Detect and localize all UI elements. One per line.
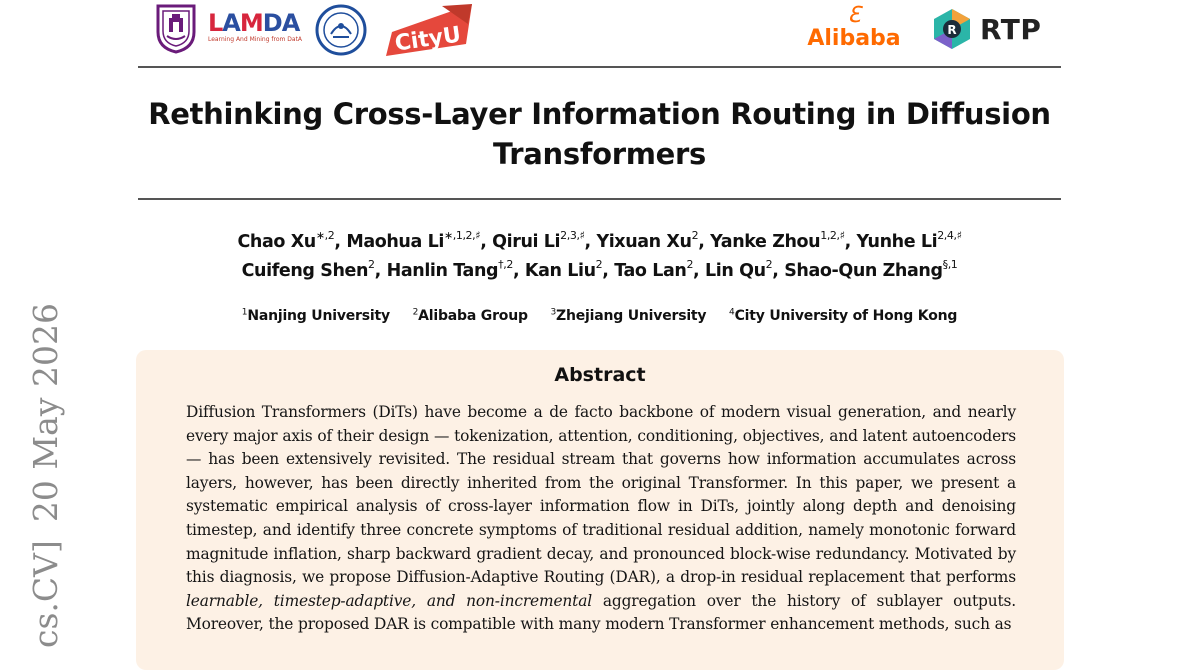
cityu-logo (382, 2, 478, 58)
header-rule-top (138, 66, 1061, 68)
author-line-1: Chao $Xu^{∗,2}$, Maohua $Li^{∗,1,2,♯}$, Qirui $Li^{2,3,♯}$, Yixuan Xu$^2$, Yanke Zhou$^{1,2,♯}$, Yunhe $Li^{2,4,♯}$ (237, 229, 962, 252)
abstract-text: Diffusion Transformers (DiTs) have become a de facto backbone of modern visual generation, and nearly every major axis of their design — tokenization, attention, conditioning, objectives, and latent autoencoders — has been extensively revisited. The residual stream that governs how information accumulates across layers, however, has been directly inherited from the original Transformer. In this paper, we present a systematic empirical analysis of cross-layer information flow in DiTs, jointly along depth and denoising timestep, and identify three concrete symptoms of traditional residual addition, namely monotonic forward magnitude inflation, sharp backward gradient decay, and pronounced block-wise redundancy. Motivated by this diagnosis, we propose Diffusion-Adaptive Routing (DAR), a drop-in residual replacement that performs learnable, timestep-adaptive, and non-incremental aggregation over the history of sublayer outputs. Moreover, the proposed DAR is compatible with many modern Transformer enhancement methods, such as (186, 403, 1016, 634)
author: Maohua $Li^{∗,1,2,♯}$ (346, 229, 481, 252)
affiliation-list (138, 300, 1061, 328)
abstract-emphasis: learnable, timestep-adaptive, and non-incremental (186, 591, 593, 610)
alibaba-emblem-icon: ℇ (847, 3, 861, 28)
svg-text:CityU: CityU (393, 22, 463, 57)
svg-text:R: R (947, 23, 957, 37)
author: Yixuan Xu$^2$ (596, 229, 699, 252)
author: Yanke Zhou$^{1,2,♯}$ (710, 229, 845, 252)
title-line-1: Rethinking Cross-Layer Information Routing in Diffusion (148, 97, 1051, 131)
author-line-2: Cuifeng Shen$^2$, Hanlin Tang$^{\dagger,2}$, Kan Liu$^2$, Tao Lan$^2$, Lin Qu$^2$, Shao-Qun Zhang$^{\S,1}$ (241, 258, 958, 281)
lamda-logo (208, 10, 308, 50)
paper-title (138, 94, 1061, 174)
author: Tao Lan$^2$ (614, 258, 694, 281)
author: Cuifeng Shen$^2$ (241, 258, 375, 281)
nanjing-university-seal (154, 2, 198, 54)
author: Shao-Qun Zhang$^{\S,1}$ (784, 258, 958, 281)
logo-strip (150, 0, 1060, 60)
rtp-emblem-icon (930, 7, 974, 51)
affiliation: $^4$City University of Hong Kong (729, 307, 958, 324)
title-line-2: Transformers (492, 137, 707, 171)
alibaba-wordmark: Alibaba (807, 26, 901, 51)
lamda-tagline: Learning And Mining from DatA (208, 36, 303, 43)
abstract-heading: Abstract (554, 364, 646, 386)
rtp-logo (930, 6, 1060, 52)
affiliation: $^2$Alibaba Group (412, 307, 528, 324)
affiliation: $^3$Zhejiang University (550, 307, 707, 324)
header-rule-bottom (138, 198, 1061, 200)
affiliation: $^1$Nanjing University (241, 307, 390, 324)
author: Hanlin Tang$^{\dagger,2}$ (386, 258, 513, 281)
author: Kan Liu$^2$ (524, 258, 603, 281)
alibaba-logo (795, 3, 913, 56)
lamda-wordmark: LAMDA (208, 9, 300, 37)
author: Lin Qu$^2$ (705, 258, 773, 281)
arxiv-date: 20 May 2026 (26, 303, 65, 523)
abstract-box (136, 350, 1064, 670)
zhejiang-university-seal (315, 4, 367, 56)
rtp-wordmark: RTP (980, 12, 1042, 46)
arxiv-category: cs.CV] (26, 540, 65, 648)
author: Chao $Xu^{∗,2}$ (237, 229, 335, 252)
arxiv-stamp (26, 303, 66, 648)
author: Yunhe $Li^{2,4,♯}$ (856, 229, 962, 252)
author: Qirui $Li^{2,3,♯}$ (492, 229, 585, 252)
author-list (138, 228, 1061, 286)
